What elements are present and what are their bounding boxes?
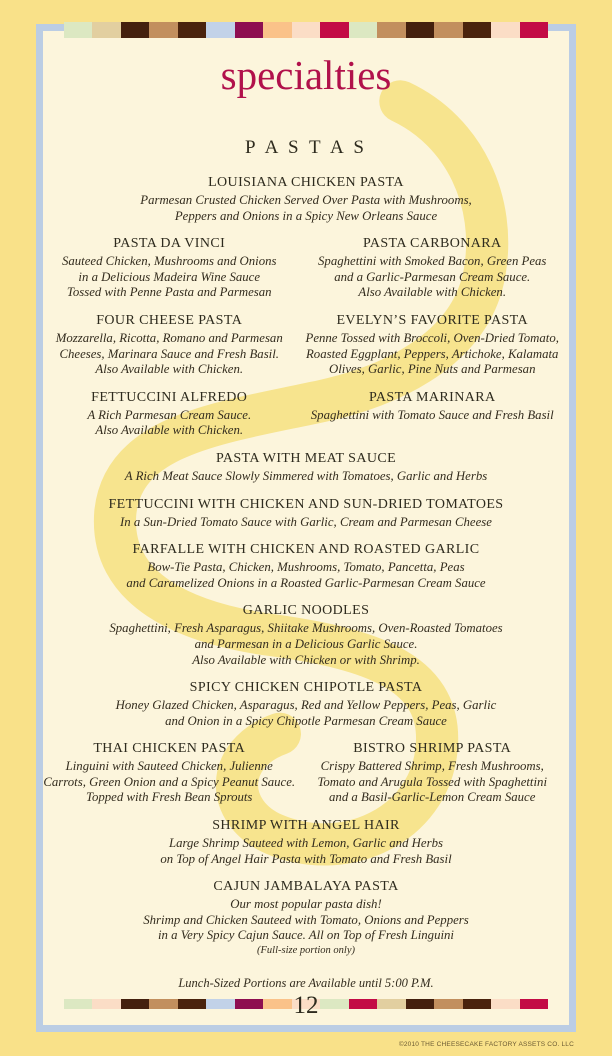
menu-item-description xyxy=(295,254,569,301)
tile xyxy=(149,22,177,38)
description-line: Large Shrimp Sauteed with Lemon, Garlic and Herbs xyxy=(169,836,443,851)
description-line: and a Basil-Garlic-Lemon Cream Sauce xyxy=(329,790,536,805)
description-line: Also Available with Chicken. xyxy=(95,362,244,377)
tile xyxy=(463,22,491,38)
description-line: Shrimp and Chicken Sauteed with Tomato, Onions and Peppers xyxy=(143,912,469,927)
menu-item-name: GARLIC NOODLES xyxy=(242,603,370,619)
menu-row xyxy=(43,497,569,531)
menu-item-description xyxy=(43,897,569,944)
description-line: A Rich Meat Sauce Slowly Simmered with Tomatoes, Garlic and Herbs xyxy=(124,468,488,483)
menu-paper xyxy=(43,31,569,1025)
menu-item-name: FARFALLE WITH CHICKEN AND ROASTED GARLIC xyxy=(132,542,480,558)
menu-item-name: FOUR CHEESE PASTA xyxy=(96,312,243,328)
description-line: Penne Tossed with Broccoli, Oven-Dried Tomato, xyxy=(305,330,559,345)
menu-item-name: EVELYN’S FAVORITE PASTA xyxy=(336,312,528,328)
menu-item-name: BISTRO SHRIMP PASTA xyxy=(353,741,512,757)
description-line: Tomato and Arugula Tossed with Spaghettini xyxy=(317,774,547,789)
menu-item-fineprint: (Full-size portion only) xyxy=(257,945,355,957)
menu-item-description xyxy=(43,469,569,485)
decorative-tile-border-top xyxy=(64,22,548,38)
menu-row xyxy=(43,313,569,378)
menu-item-description xyxy=(295,331,569,378)
menu-item-name: PASTA CARBONARA xyxy=(362,236,502,252)
description-line: Carrots, Green Onion and a Spicy Peanut Sauce. xyxy=(43,774,296,789)
menu-item xyxy=(43,451,569,485)
menu-item-description xyxy=(43,254,295,301)
tile xyxy=(434,22,462,38)
menu-item xyxy=(43,313,295,378)
menu-item-name: PASTA MARINARA xyxy=(368,389,496,405)
menu-rows xyxy=(43,175,569,956)
tile xyxy=(235,22,263,38)
menu-row xyxy=(43,879,569,956)
description-line: Crispy Battered Shrimp, Fresh Mushrooms, xyxy=(320,759,544,774)
menu-item xyxy=(43,879,569,956)
description-line: Also Available with Chicken. xyxy=(358,285,507,300)
copyright-text: ©2010 THE CHEESECAKE FACTORY ASSETS CO. LLC xyxy=(398,1041,574,1048)
description-line: Spaghettini with Smoked Bacon, Green Peas xyxy=(318,254,547,269)
description-line: Also Available with Chicken. xyxy=(95,423,244,438)
menu-item xyxy=(43,680,569,729)
menu-item-description xyxy=(43,836,569,867)
menu-row xyxy=(43,236,569,301)
tile xyxy=(491,22,519,38)
tile xyxy=(121,22,149,38)
menu-content xyxy=(43,31,569,991)
tile xyxy=(206,22,234,38)
menu-item xyxy=(43,741,295,806)
description-line: Topped with Fresh Bean Sprouts xyxy=(86,790,253,805)
description-line: A Rich Parmesan Cream Sauce. xyxy=(87,407,252,422)
menu-row xyxy=(43,741,569,806)
description-line: Olives, Garlic, Pine Nuts and Parmesan xyxy=(328,362,536,377)
menu-item-name: LOUISIANA CHICKEN PASTA xyxy=(208,175,404,190)
menu-item xyxy=(295,741,569,806)
menu-item xyxy=(295,313,569,378)
menu-item-description xyxy=(43,698,569,729)
page-title: specialties xyxy=(220,52,392,98)
menu-item-name: PASTA DA VINCI xyxy=(113,236,226,252)
menu-item-name: PASTA WITH MEAT SAUCE xyxy=(215,450,397,466)
description-line: Tossed with Penne Pasta and Parmesan xyxy=(66,285,272,300)
menu-item xyxy=(43,818,569,867)
section-heading-pastas: P A S T A S xyxy=(245,137,367,158)
menu-item xyxy=(43,175,569,224)
menu-item-description xyxy=(43,759,295,806)
menu-row xyxy=(43,680,569,729)
menu-item xyxy=(43,390,295,439)
description-line: In a Sun-Dried Tomato Sauce with Garlic, Cream and Parmesan Cheese xyxy=(120,514,492,529)
tile xyxy=(377,22,405,38)
menu-item-description xyxy=(43,193,569,224)
description-line: Mozzarella, Ricotta, Romano and Parmesan xyxy=(55,330,283,345)
menu-item xyxy=(43,497,569,531)
description-line: Linguini with Sauteed Chicken, Julienne xyxy=(65,759,273,774)
menu-row xyxy=(43,390,569,439)
description-line: on Top of Angel Hair Pasta with Tomato and Fresh Basil xyxy=(160,851,452,866)
description-line: and Caramelized Onions in a Roasted Garlic-Parmesan Cream Sauce xyxy=(126,575,486,590)
tile xyxy=(92,22,120,38)
description-line: Spaghettini with Tomato Sauce and Fresh Basil xyxy=(310,407,554,422)
menu-item-name: CAJUN JAMBALAYA PASTA xyxy=(213,879,399,895)
menu-item-name: SHRIMP WITH ANGEL HAIR xyxy=(212,818,400,834)
page-border-frame xyxy=(36,24,576,1032)
description-line: and a Garlic-Parmesan Cream Sauce. xyxy=(334,269,531,284)
lunch-portions-note: Lunch-Sized Portions are Available until 5:00 P.M. xyxy=(178,976,434,991)
description-line: Honey Glazed Chicken, Asparagus, Red and Yellow Peppers, Peas, Garlic xyxy=(115,698,497,713)
description-line: in a Delicious Madeira Wine Sauce xyxy=(78,269,261,284)
tile xyxy=(64,22,92,38)
tile xyxy=(320,22,348,38)
menu-item xyxy=(295,236,569,301)
menu-item-name: FETTUCCINI WITH CHICKEN AND SUN-DRIED TOMATOES xyxy=(108,496,504,512)
tile xyxy=(263,22,291,38)
menu-item xyxy=(43,542,569,591)
menu-row xyxy=(43,603,569,668)
description-line: Parmesan Crusted Chicken Served Over Pasta with Mushrooms, xyxy=(140,193,472,207)
menu-item xyxy=(43,603,569,668)
menu-item-description xyxy=(43,515,569,531)
description-line: in a Very Spicy Cajun Sauce. All on Top of Fresh Linguini xyxy=(158,928,454,943)
description-line: and Parmesan in a Delicious Garlic Sauce. xyxy=(194,636,418,651)
menu-item-description xyxy=(295,408,569,424)
menu-item-name: FETTUCCINI ALFREDO xyxy=(91,389,248,405)
page-number: 12 xyxy=(293,992,319,1019)
tile xyxy=(520,22,548,38)
menu-row xyxy=(43,818,569,867)
description-line: Sauteed Chicken, Mushrooms and Onions xyxy=(61,254,277,269)
menu-row xyxy=(43,542,569,591)
tile xyxy=(178,22,206,38)
description-line: Roasted Eggplant, Peppers, Artichoke, Kalamata xyxy=(305,346,559,361)
menu-item-name: SPICY CHICKEN CHIPOTLE PASTA xyxy=(189,680,423,696)
description-line: Peppers and Onions in a Spicy New Orleans Sauce xyxy=(174,208,438,223)
menu-row xyxy=(43,451,569,485)
menu-item-description xyxy=(43,408,295,439)
menu-item-description xyxy=(43,621,569,668)
menu-item-description xyxy=(295,759,569,806)
menu-item-description xyxy=(43,331,295,378)
menu-item xyxy=(295,390,569,439)
menu-item xyxy=(43,236,295,301)
tile xyxy=(406,22,434,38)
tile xyxy=(349,22,377,38)
description-line: Bow-Tie Pasta, Chicken, Mushrooms, Tomato, Pancetta, Peas xyxy=(147,560,465,575)
description-line: Spaghettini, Fresh Asparagus, Shiitake Mushrooms, Oven-Roasted Tomatoes xyxy=(109,621,503,636)
description-line: and Onion in a Spicy Chipotle Parmesan Cream Sauce xyxy=(165,713,447,728)
menu-item-description xyxy=(43,560,569,591)
tile xyxy=(292,22,320,38)
menu-item-name: THAI CHICKEN PASTA xyxy=(93,741,246,757)
description-line: Cheeses, Marinara Sauce and Fresh Basil. xyxy=(59,346,279,361)
menu-row xyxy=(43,175,569,224)
description-line: Our most popular pasta dish! xyxy=(230,897,382,912)
description-line: Also Available with Chicken or with Shrimp. xyxy=(192,652,420,667)
